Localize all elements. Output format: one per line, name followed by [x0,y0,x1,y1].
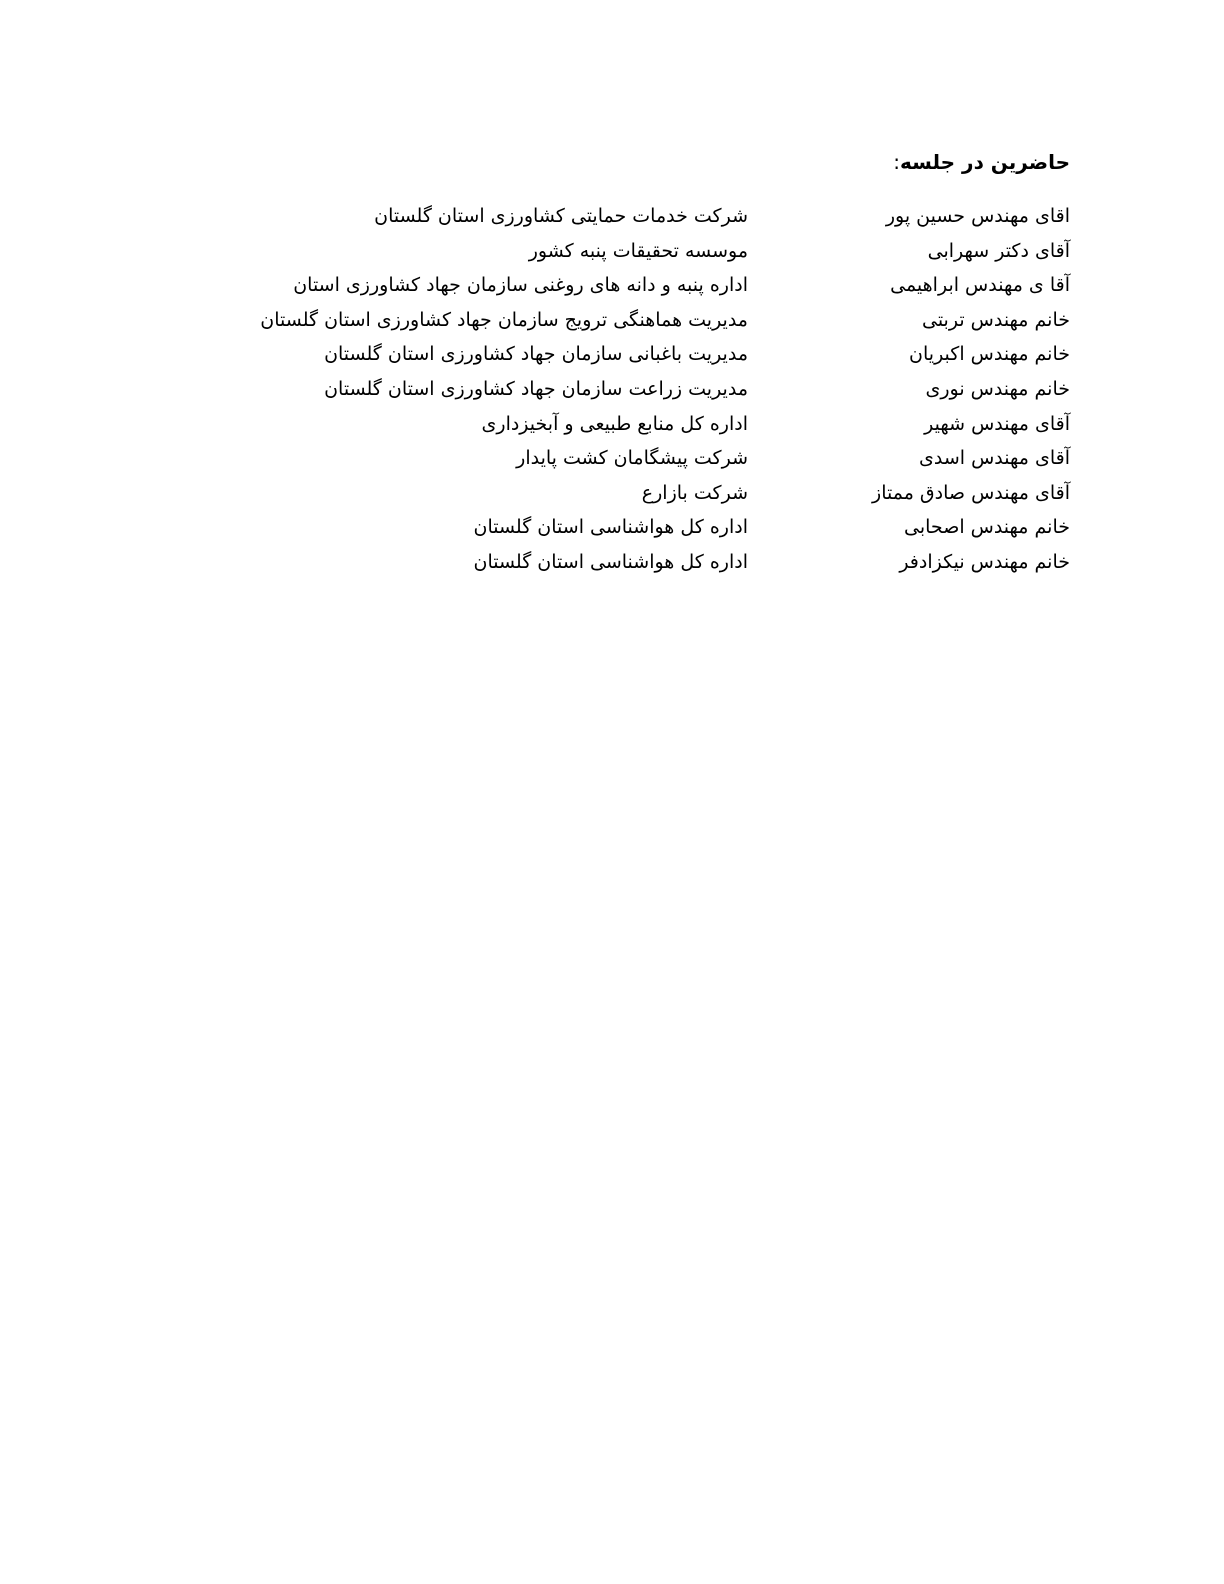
attendee-name: آقای مهندس شهیر [924,412,1070,435]
attendee-row [70,268,1070,303]
attendee-organization: مدیریت زراعت سازمان جهاد کشاورزی استان گلستان [324,377,748,400]
attendee-name: آقای دکتر سهرابی [927,239,1070,262]
attendee-name: آقای مهندس اسدی [919,447,1070,470]
attendee-name: خانم مهندس نوری [925,377,1070,400]
attendees-heading-text: حاضرین در جلسه [900,150,1070,174]
attendee-name: آقا ی مهندس ابراهیمی [890,274,1070,297]
attendee-organization: شرکت خدمات حمایتی کشاورزی استان گلستان [374,205,748,227]
attendee-organization: اداره پنبه و دانه های روغنی سازمان جهاد کشاورزی استان [293,274,748,297]
attendee-row [70,407,1070,442]
attendees-list [70,199,1070,580]
attendee-row [70,337,1070,372]
attendee-row [70,234,1070,269]
attendee-organization: اداره کل منابع طبیعی و آبخیزداری [481,412,748,435]
attendee-organization: شرکت بازارع [641,481,748,504]
attendee-organization: اداره کل هواشناسی استان گلستان [473,516,748,539]
attendee-row [70,303,1070,338]
attendee-organization: مدیریت باغبانی سازمان جهاد کشاورزی استان گلستان [324,343,748,366]
attendee-row [70,476,1070,511]
attendee-name: خانم مهندس تربتی [921,308,1070,331]
attendee-row [70,545,1070,580]
attendee-organization: موسسه تحقیقات پنبه کشور [528,239,748,262]
attendee-name: خانم مهندس اصحابی [904,516,1070,539]
attendee-organization: شرکت پیشگامان کشت پایدار [516,447,748,470]
attendees-heading [893,148,1070,176]
heading-colon: : [893,150,901,174]
attendee-name: اقای مهندس حسین پور [885,205,1070,227]
attendee-name: آقای مهندس صادق ممتاز [872,481,1070,504]
attendee-row [70,372,1070,407]
attendee-organization: مدیریت هماهنگی ترویج سازمان جهاد کشاورزی استان گلستان [260,308,748,331]
attendee-row [70,199,1070,234]
attendee-name: خانم مهندس نیکزادفر [899,550,1070,573]
attendee-name: خانم مهندس اکبریان [909,343,1070,366]
attendee-organization: اداره کل هواشناسی استان گلستان [473,550,748,573]
attendee-row [70,441,1070,476]
attendee-row [70,510,1070,545]
